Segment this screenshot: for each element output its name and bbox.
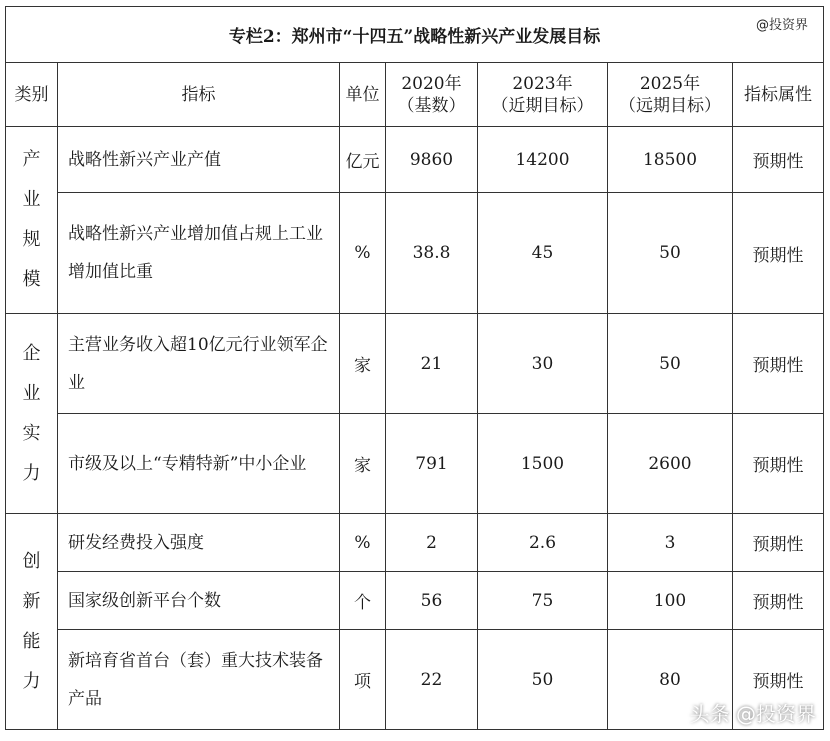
table-title: 专栏2：郑州市“十四五”战略性新兴产业发展目标 bbox=[6, 7, 824, 63]
indicator-cell: 新培育省首台（套）重大技术装备产品 bbox=[58, 630, 340, 730]
table-row bbox=[6, 414, 824, 514]
category-char: 产 bbox=[22, 149, 41, 170]
category-cell-enterprise-strength bbox=[6, 314, 58, 514]
table-row bbox=[6, 127, 824, 193]
category-char: 创 bbox=[22, 550, 41, 572]
table-row bbox=[6, 193, 824, 314]
header-2025-year: 2025年 bbox=[639, 73, 701, 94]
unit-cell: 项 bbox=[340, 630, 386, 730]
unit-cell: % bbox=[340, 193, 386, 314]
category-char: 新 bbox=[22, 590, 41, 612]
indicator-cell: 主营业务收入超10亿元行业领军企业 bbox=[58, 314, 340, 414]
category-char: 模 bbox=[22, 269, 41, 290]
value-2025-cell: 80 bbox=[608, 630, 733, 730]
header-2025 bbox=[608, 63, 733, 127]
category-cell-industry-scale bbox=[6, 127, 58, 314]
attribute-cell: 预期性 bbox=[733, 514, 824, 572]
table-row bbox=[6, 572, 824, 630]
header-2023-note: （近期目标） bbox=[491, 95, 594, 116]
value-2025-cell: 50 bbox=[608, 314, 733, 414]
value-2020-cell: 21 bbox=[386, 314, 478, 414]
category-char: 力 bbox=[22, 670, 41, 692]
header-2020-year: 2020年 bbox=[401, 73, 462, 94]
header-2020 bbox=[386, 63, 478, 127]
value-2023-cell: 1500 bbox=[478, 414, 608, 514]
attribute-cell: 预期性 bbox=[733, 572, 824, 630]
value-2025-cell: 100 bbox=[608, 572, 733, 630]
value-2023-cell: 75 bbox=[478, 572, 608, 630]
table-row bbox=[6, 514, 824, 572]
category-char: 业 bbox=[22, 189, 41, 210]
header-row bbox=[6, 63, 824, 127]
targets-table bbox=[5, 6, 824, 730]
indicator-cell: 市级及以上“专精特新”中小企业 bbox=[58, 414, 340, 514]
title-row bbox=[6, 7, 824, 63]
value-2025-cell: 50 bbox=[608, 193, 733, 314]
value-2025-cell: 3 bbox=[608, 514, 733, 572]
value-2020-cell: 2 bbox=[386, 514, 478, 572]
unit-cell: 家 bbox=[340, 414, 386, 514]
watermark-top: @投资界 bbox=[755, 18, 808, 33]
unit-cell: 亿元 bbox=[340, 127, 386, 193]
attribute-cell: 预期性 bbox=[733, 314, 824, 414]
header-2023 bbox=[478, 63, 608, 127]
unit-cell: 个 bbox=[340, 572, 386, 630]
watermark-bottom: 头条 @投资界 bbox=[689, 702, 816, 726]
category-cell-innovation-capacity bbox=[6, 514, 58, 730]
header-attribute: 指标属性 bbox=[733, 63, 824, 127]
category-char: 实 bbox=[22, 422, 41, 444]
indicator-cell: 研发经费投入强度 bbox=[58, 514, 340, 572]
value-2020-cell: 22 bbox=[386, 630, 478, 730]
value-2023-cell: 45 bbox=[478, 193, 608, 314]
header-2025-note: （远期目标） bbox=[619, 95, 721, 116]
header-category: 类别 bbox=[6, 63, 58, 127]
indicator-cell: 战略性新兴产业产值 bbox=[58, 127, 340, 193]
value-2023-cell: 14200 bbox=[478, 127, 608, 193]
attribute-cell: 预期性 bbox=[733, 414, 824, 514]
table-row bbox=[6, 314, 824, 414]
value-2020-cell: 9860 bbox=[386, 127, 478, 193]
value-2023-cell: 30 bbox=[478, 314, 608, 414]
category-char: 规 bbox=[22, 229, 41, 250]
category-char: 企 bbox=[22, 342, 41, 364]
attribute-cell: 预期性 bbox=[733, 630, 824, 730]
category-char: 力 bbox=[22, 462, 41, 484]
value-2023-cell: 2.6 bbox=[478, 514, 608, 572]
attribute-cell: 预期性 bbox=[733, 193, 824, 314]
attribute-cell: 预期性 bbox=[733, 127, 824, 193]
value-2020-cell: 38.8 bbox=[386, 193, 478, 314]
unit-cell: 家 bbox=[340, 314, 386, 414]
unit-cell: % bbox=[340, 514, 386, 572]
value-2025-cell: 18500 bbox=[608, 127, 733, 193]
value-2020-cell: 56 bbox=[386, 572, 478, 630]
category-char: 能 bbox=[22, 630, 41, 652]
value-2020-cell: 791 bbox=[386, 414, 478, 514]
value-2023-cell: 50 bbox=[478, 630, 608, 730]
category-char: 业 bbox=[22, 382, 41, 404]
header-indicator: 指标 bbox=[58, 63, 340, 127]
header-2020-note: （基数） bbox=[397, 95, 466, 116]
header-2023-year: 2023年 bbox=[512, 73, 573, 94]
indicator-cell: 国家级创新平台个数 bbox=[58, 572, 340, 630]
header-unit: 单位 bbox=[340, 63, 386, 127]
indicator-cell: 战略性新兴产业增加值占规上工业增加值比重 bbox=[58, 193, 340, 314]
value-2025-cell: 2600 bbox=[608, 414, 733, 514]
